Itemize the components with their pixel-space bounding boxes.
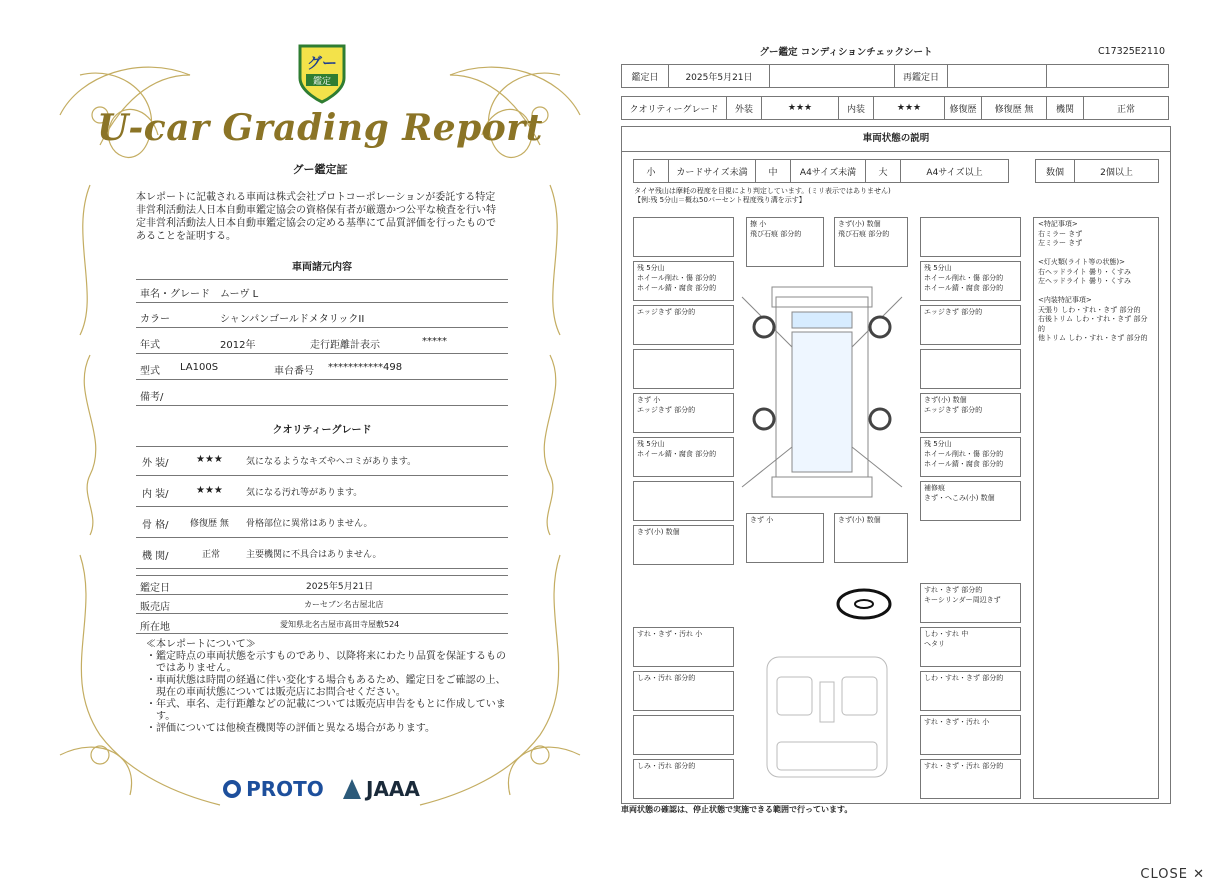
redate-value: [948, 65, 1047, 88]
legend-large: 大: [866, 160, 901, 183]
condition-box: きず(小) 数個 エッジきず 部分的: [920, 393, 1021, 433]
date-label: 鑑定日: [622, 65, 669, 88]
condition-box: 残 5分山 ホイール削れ・傷 部分的 ホイール錆・腐食 部分的: [633, 261, 734, 301]
condition-check-sheet: [621, 40, 1171, 820]
jaaa-logo: JAAA: [366, 777, 420, 801]
label-year: 年式: [140, 340, 160, 351]
condition-box: すれ・きず・汚れ 小: [920, 715, 1021, 755]
spec-heading: 車両諸元内容: [292, 262, 352, 273]
rep-label: 修復歴: [945, 97, 982, 120]
cert-subtitle: グー鑑定証: [292, 163, 348, 176]
report-notes: [146, 639, 506, 735]
row-year: [136, 331, 508, 354]
sheet-title: グー鑑定 コンディションチェックシート: [759, 47, 933, 58]
grade-label: 機 関/: [142, 551, 169, 562]
grade-desc: 主要機関に不具合はありません。: [246, 550, 382, 560]
label-model: 型式: [140, 366, 160, 377]
jaaa-logo-icon: [343, 779, 361, 799]
condition-box: 補修痕 きず・へこみ(小) 数個: [920, 481, 1021, 521]
condition-box: エッジきず 部分的: [633, 305, 734, 345]
value-year: 2012年: [220, 340, 256, 351]
empty-cell: [1047, 65, 1169, 88]
grade-row-table: [621, 96, 1169, 120]
steering-wheel-icon: [834, 587, 894, 621]
tire-icon: [754, 317, 774, 337]
size-legend: [633, 159, 1009, 183]
grade-desc: 気になるようなキズやヘコミがあります。: [246, 457, 417, 467]
condition-box: [633, 481, 734, 521]
eng-value: 正常: [1084, 97, 1169, 120]
value-chassis: ***********498: [328, 362, 403, 373]
row-remarks: [136, 383, 508, 406]
condition-box: [633, 217, 734, 257]
condition-box: きず 小: [746, 513, 824, 563]
condition-box: しわ・すれ 中 へタリ: [920, 627, 1021, 667]
grade-value: ★★★: [196, 454, 223, 465]
condition-box: すれ・きず・汚れ 小: [633, 627, 734, 667]
eng-label: 機関: [1047, 97, 1084, 120]
label-date: 鑑定日: [140, 583, 170, 594]
condition-box: しみ・汚れ 部分的: [633, 759, 734, 799]
condition-box: [633, 715, 734, 755]
grade-value: ★★★: [196, 485, 223, 496]
value-color: シャンパンゴールドメタリックII: [220, 314, 365, 325]
goo-badge-logo: [294, 40, 350, 104]
condition-box: [633, 349, 734, 389]
ext-label: 外装: [727, 97, 762, 120]
condition-box: 残 5分山 ホイール削れ・傷 部分的 ホイール錆・腐食 部分的: [920, 261, 1021, 301]
redate-label: 再鑑定日: [895, 65, 948, 88]
row-name: [136, 279, 508, 303]
close-button[interactable]: CLOSE ✕: [1140, 867, 1205, 882]
tire-note-line: タイヤ残山は摩耗の程度を目視により判定しています。(ミリ表示ではありません): [634, 187, 891, 195]
condition-box: きず(小) 数個: [633, 525, 734, 565]
grade-row-interior: [136, 480, 508, 507]
condition-box: [920, 349, 1021, 389]
condition-box: すれ・きず 部分的 キーシリンダー周辺きず: [920, 583, 1021, 623]
section-title: 車両状態の説明: [622, 127, 1170, 152]
date-value: 2025年5月21日: [669, 65, 770, 88]
proto-logo: PROTO: [246, 777, 324, 801]
row-date: [136, 575, 508, 595]
value-location: 愛知県北名古屋市高田寺屋敷524: [280, 620, 400, 629]
notes-title: ≪本レポートについて≫: [146, 639, 256, 650]
grade-row-exterior: [136, 449, 508, 476]
grade-label: クオリティーグレード: [622, 97, 727, 120]
badge-main-text: グー: [306, 54, 338, 72]
tire-icon: [870, 409, 890, 429]
value-date: 2025年5月21日: [306, 582, 374, 592]
note-item: ・年式、車名、走行距離などの記載については販売店申告をもとに作成しています。: [146, 699, 506, 722]
empty-cell: [770, 65, 895, 88]
row-location: [136, 615, 508, 634]
cert-intro: 本レポートに記載される車両は株式会社プロトコーポレーションが委託する特定非営利活動法人日本自動車鑑定協会の資格保有者が厳選かつ公平な検査を行い特定非営利活動法人日本自動車鑑定協会の定める基準にて品質評価を行ったものであることを証明する。: [136, 192, 496, 242]
count-legend: [1035, 159, 1159, 183]
proto-logo-icon: [223, 780, 241, 798]
condition-box: 残 5分山 ホイール削れ・傷 部分的 ホイール錆・腐食 部分的: [920, 437, 1021, 477]
label-shop: 販売店: [140, 602, 170, 613]
condition-box: きず(小) 数個: [834, 513, 908, 563]
quality-heading: クオリティーグレード: [136, 421, 508, 447]
note-item: ・車両状態は時間の経過に伴い変化する場合もあるため、鑑定日をご確認の上、現在の車両状態については販売店にお問合せください。: [146, 675, 506, 698]
sheet-code: C17325E2110: [1097, 46, 1165, 57]
grade-value: 修復歴 無: [190, 519, 229, 529]
ext-value: ★★★: [762, 97, 839, 120]
value-shop: カーセブン名古屋北店: [304, 600, 384, 609]
special-notes-box: <特記事項> 右ミラー きず 左ミラー きず <灯火類(ライト等の状態)> 右ヘッドライト 曇り・くすみ 左ヘッドライト 曇り・くすみ <内装特記事項> 天張り しわ・すれ・きず 部分的 右後トリム しわ・すれ・きず 部分的 他トリム しわ・すれ・きず 部分的: [1033, 217, 1159, 799]
condition-box: しみ・汚れ 部分的: [633, 671, 734, 711]
tire-note-line: 【例:残 5分山＝概ね50パーセント程度残り溝を示す】: [634, 196, 806, 204]
row-model: [136, 357, 508, 380]
date-row-table: [621, 64, 1169, 88]
legend-count-desc: 2個以上: [1075, 160, 1159, 183]
value-mileage: *****: [422, 336, 447, 347]
condition-box: すれ・きず・汚れ 部分的: [920, 759, 1021, 799]
label-chassis: 車台番号: [274, 366, 314, 377]
value-model: LA100S: [180, 362, 219, 373]
condition-box: エッジきず 部分的: [920, 305, 1021, 345]
condition-box: 残 5分山 ホイール錆・腐食 部分的: [633, 437, 734, 477]
condition-box: きず(小) 数個 飛び石痕 部分的: [834, 217, 908, 267]
label-name: 車名・グレード: [140, 289, 210, 300]
int-label: 内装: [839, 97, 874, 120]
legend-count: 数個: [1036, 160, 1075, 183]
note-item: ・鑑定時点の車両状態を示すものであり、以降将来にわたり品質を保証するものではありません。: [146, 651, 506, 674]
certificate: [40, 35, 600, 825]
grade-label: 外 装/: [142, 458, 169, 469]
car-topview-diagram: [732, 267, 912, 517]
tire-note: [634, 187, 891, 205]
row-shop: [136, 595, 508, 614]
label-mileage: 走行距離計表示: [310, 340, 380, 351]
vehicle-condition-box: [621, 126, 1171, 804]
int-value: ★★★: [874, 97, 945, 120]
legend-medium-desc: A4サイズ未満: [791, 160, 866, 183]
grade-row-engine: [136, 542, 508, 569]
grade-label: 骨 格/: [142, 520, 169, 531]
row-color: [136, 305, 508, 328]
legend-large-desc: A4サイズ以上: [901, 160, 1009, 183]
grade-value: 正常: [202, 550, 221, 560]
tire-icon: [870, 317, 890, 337]
grade-desc: 骨格部位に異常はありません。: [246, 519, 373, 529]
legend-medium: 中: [756, 160, 791, 183]
grade-label: 内 装/: [142, 489, 169, 500]
label-color: カラー: [140, 314, 170, 325]
condition-box: 擦 小 飛び石痕 部分的: [746, 217, 824, 267]
value-name: ムーヴ L: [220, 289, 259, 300]
cert-title: U-car Grading Report: [97, 107, 543, 149]
condition-box: しわ・すれ・きず 部分的: [920, 671, 1021, 711]
legend-small: 小: [634, 160, 669, 183]
grade-row-frame: [136, 511, 508, 538]
condition-box: きず 小 エッジきず 部分的: [633, 393, 734, 433]
label-location: 所在地: [140, 622, 170, 633]
tire-icon: [754, 409, 774, 429]
condition-box: [920, 217, 1021, 257]
rep-value: 修復歴 無: [982, 97, 1047, 120]
grade-desc: 気になる汚れ等があります。: [246, 488, 363, 498]
note-item: ・評価については他検査機関等の評価と異なる場合があります。: [146, 723, 435, 734]
label-remarks: 備考/: [140, 392, 164, 403]
sheet-footer-note: 車両状態の確認は、停止状態で実施できる範囲で行っています。: [621, 805, 853, 814]
badge-sub-text: 鑑定: [312, 77, 332, 87]
interior-diagram: [762, 647, 892, 787]
legend-small-desc: カードサイズ未満: [669, 160, 756, 183]
footer-logos: [223, 777, 420, 807]
